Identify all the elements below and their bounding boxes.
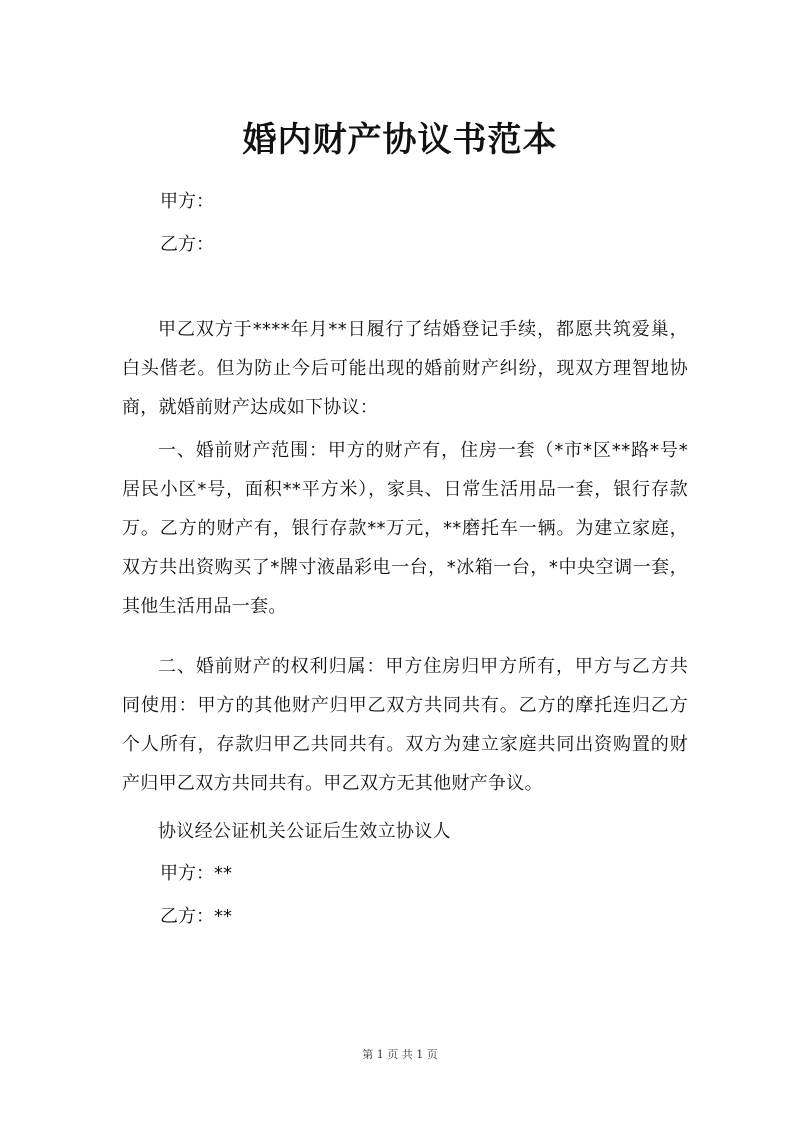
page-number: 第 1 页 共 1 页 xyxy=(362,1048,438,1061)
party-a-label: 甲方： xyxy=(160,191,214,212)
signature-party-a: 甲方：** xyxy=(160,863,232,884)
signature-party-b: 乙方：** xyxy=(160,906,232,927)
party-b-label: 乙方： xyxy=(160,234,214,255)
paragraph-property-ownership: 二、婚前财产的权利归属：甲方住房归甲方所有，甲方与乙方共同使用：甲方的其他财产归甲乙双方共同共有。乙方的摩托连归乙方个人所有，存款归甲乙共同共有。双方为建立家庭共同出资购置的财产归甲乙双方共同共有。甲乙双方无其他财产争议。 xyxy=(122,656,688,794)
paragraph-intro: 甲乙双方于****年月**日履行了结婚登记手续，都愿共筑爱巢，白头偕老。但为防止今后可能出现的婚前财产纠纷，现双方理智地协商，就婚前财产达成如下协议： xyxy=(122,319,688,418)
paragraph-property-scope: 一、婚前财产范围：甲方的财产有，住房一套（*市*区**路*号*居民小区*号，面积**平方米），家具、日常生活用品一套，银行存款万。乙方的财产有，银行存款**万元，**磨托车一辆。为建立家庭，双方共出资购买了*牌寸液晶彩电一台，*冰箱一台，*中央空调一套，其他生活用品一套。 xyxy=(122,440,689,617)
paragraph-notarization: 协议经公证机关公证后生效立协议人 xyxy=(158,821,451,842)
document-title: 婚内财产协议书范本 xyxy=(242,120,558,160)
